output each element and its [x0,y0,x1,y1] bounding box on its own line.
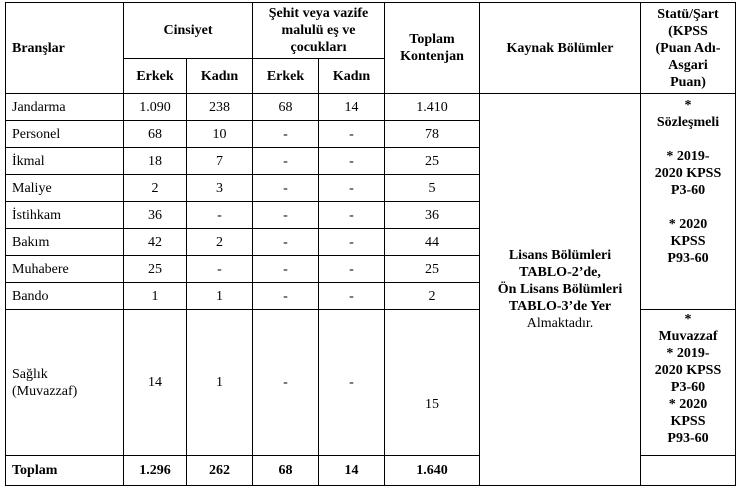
female-count: 2 [187,229,253,256]
branch-name: Jandarma [6,94,124,121]
branch-name-line: Sağlık [12,366,48,382]
status-line: * 2019- [666,149,710,164]
header-martyr: Şehit veya vazife malulü eş ve çocukları [253,3,385,59]
martyr-female-count: - [319,121,385,148]
branch-name: Bando [6,283,124,310]
female-count: 1 [187,310,253,456]
martyr-male-count: - [253,283,319,310]
total-empty-cell [641,456,736,486]
total-quota: 44 [385,229,480,256]
table-row [6,94,736,121]
header-status-line: Statü/Şart [657,6,719,22]
female-count: - [187,202,253,229]
martyr-male-count: - [253,175,319,202]
header-status-line: Puan) [670,74,706,90]
header-status-line: (Puan Adı- [655,40,721,56]
source-line: Almaktadır. [526,316,594,331]
female-count: 3 [187,175,253,202]
status-line [641,199,735,216]
total-quota: 36 [385,202,480,229]
martyr-female-count: - [319,229,385,256]
martyr-female-count: - [319,202,385,229]
martyr-female-count: - [319,310,385,456]
header-branches: Branşlar [6,3,124,94]
total-male: 1.296 [124,456,187,486]
status-line: P3-60 [670,183,706,198]
total-label: Toplam [6,456,124,486]
source-departments [480,94,641,486]
female-count: 1 [187,283,253,310]
status-line: * 2019- [666,346,710,361]
branch-name-line: (Muvazzaf) [12,383,78,399]
martyr-female-count: - [319,283,385,310]
male-count: 2 [124,175,187,202]
source-line: Ön Lisans Bölümleri [497,282,623,297]
female-count: 7 [187,148,253,175]
total-quota: 5 [385,175,480,202]
male-count: 14 [124,310,187,456]
source-line: TABLO-2’de, [519,265,601,280]
status-line: * 2020 [668,397,708,412]
martyr-female-count: 14 [319,94,385,121]
martyr-male-count: - [253,256,319,283]
male-count: 1 [124,283,187,310]
male-count: 1.090 [124,94,187,121]
status-line: P3-60 [670,380,706,395]
total-quota: 2 [385,283,480,310]
status-line: KPSS [670,414,706,429]
martyr-female-count: - [319,256,385,283]
martyr-female-count: - [319,175,385,202]
status-line: 2020 KPSS [654,166,722,181]
male-count: 36 [124,202,187,229]
male-count: 42 [124,229,187,256]
header-male: Erkek [124,59,187,94]
status-line [641,131,735,148]
martyr-female-count: - [319,148,385,175]
header-status [641,3,736,94]
martyr-male-count: - [253,121,319,148]
status-contract [641,94,736,310]
total-martyr-male: 68 [253,456,319,486]
status-line: KPSS [670,234,706,249]
header-martyr-female: Kadın [319,59,385,94]
status-line: 2020 KPSS [654,363,722,378]
total-quota: 78 [385,121,480,148]
total-female: 262 [187,456,253,486]
female-count: - [187,256,253,283]
status-line: P93-60 [667,431,709,446]
male-count: 18 [124,148,187,175]
branch-name: Maliye [6,175,124,202]
header-status-line: (KPSS [668,23,708,39]
header-female: Kadın [187,59,253,94]
total-quota: 15 [385,310,480,456]
source-line: Lisans Bölümleri [508,248,612,263]
header-gender: Cinsiyet [124,3,253,59]
branch-name [6,310,124,456]
status-line: P93-60 [667,251,709,266]
grand-total: 1.640 [385,456,480,486]
status-line: Sözleşmeli [656,115,720,130]
header-status-line: Asgari [668,57,708,73]
source-line: TABLO-3’de Yer [508,299,612,314]
branch-name: Muhabere [6,256,124,283]
branch-name: İstihkam [6,202,124,229]
martyr-male-count: - [253,229,319,256]
female-count: 238 [187,94,253,121]
total-quota: 25 [385,148,480,175]
total-martyr-female: 14 [319,456,385,486]
status-line: * 2020 [668,217,708,232]
header-martyr-male: Erkek [253,59,319,94]
total-quota: 25 [385,256,480,283]
status-line: * [684,312,692,327]
martyr-male-count: - [253,202,319,229]
total-quota: 1.410 [385,94,480,121]
male-count: 25 [124,256,187,283]
martyr-male-count: - [253,310,319,456]
martyr-male-count: - [253,148,319,175]
header-total-quota: Toplam Kontenjan [385,3,480,94]
martyr-male-count: 68 [253,94,319,121]
female-count: 10 [187,121,253,148]
branch-name: Bakım [6,229,124,256]
branch-name: İkmal [6,148,124,175]
status-line: Muvazzaf [658,329,718,344]
status-line: * [684,98,692,113]
branch-name: Personel [6,121,124,148]
quota-table [5,2,736,486]
header-source: Kaynak Bölümler [480,3,641,94]
status-career [641,310,736,456]
male-count: 68 [124,121,187,148]
